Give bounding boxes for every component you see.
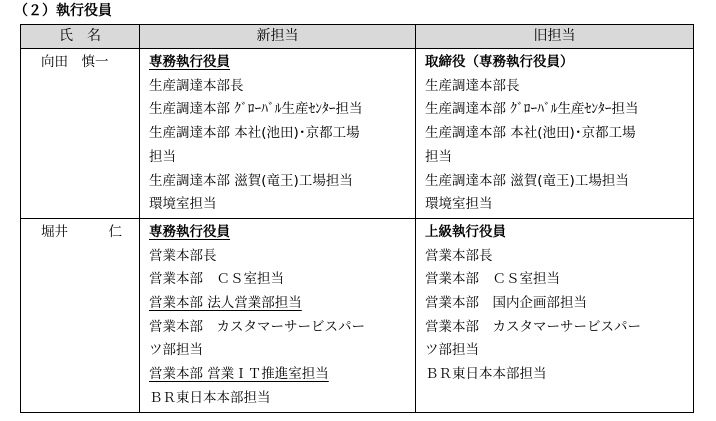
role-line: 営業本部 カスタマーサービスパー (149, 318, 365, 335)
role-line: 営業本部 ＣＳ室担当 (149, 271, 284, 288)
table-header-row (21, 25, 694, 49)
role-line: 上級執行役員 (425, 223, 506, 240)
role-line: 生産調達本部 滋賀(竜王)工場担当 (149, 172, 353, 189)
role-line: 生産調達本部 ｸﾞﾛｰﾊﾞﾙ生産ｾﾝﾀｰ担当 (425, 101, 639, 118)
role-line: 専務執行役員 (149, 223, 230, 240)
old-role-cell (416, 218, 694, 412)
role-line: 担当 (425, 148, 452, 165)
role-line: ＢＲ東日本本部担当 (149, 389, 271, 406)
role-line: 生産調達本部 本社(池田)･京都工場 (425, 125, 636, 142)
role-line: 生産調達本部 滋賀(竜王)工場担当 (425, 172, 629, 189)
role-line: 営業本部長 (425, 247, 493, 264)
executive-officers-table (20, 24, 694, 413)
role-line: 営業本部長 (149, 247, 217, 264)
officer-name: 向田 慎一 (21, 49, 140, 219)
role-line: ツ部担当 (425, 342, 479, 359)
new-role-cell (140, 218, 416, 412)
role-line: 生産調達本部長 (425, 77, 520, 94)
role-line: 取締役（専務執行役員） (425, 54, 574, 70)
old-role-cell (416, 49, 694, 219)
role-line: 営業本部 営業ＩＴ推進室担当 (149, 366, 329, 383)
table-row (21, 218, 694, 412)
header-old-role: 旧担当 (416, 25, 694, 49)
header-name: 氏 名 (21, 25, 140, 49)
role-line: 営業本部 カスタマーサービスパー (425, 318, 641, 335)
header-new-role: 新担当 (140, 25, 416, 49)
role-line: 担当 (149, 148, 176, 165)
role-line: 専務執行役員 (149, 54, 230, 70)
table-row (21, 49, 694, 219)
role-line: 生産調達本部長 (149, 77, 244, 94)
officer-name: 堀井 仁 (21, 218, 140, 412)
new-role-cell (140, 49, 416, 219)
role-line: ＢＲ東日本本部担当 (425, 366, 547, 383)
role-line: ツ部担当 (149, 342, 203, 359)
role-line: 環境室担当 (425, 196, 493, 213)
role-line: 生産調達本部 本社(池田)･京都工場 (149, 125, 360, 142)
role-line: 営業本部 国内企画部担当 (425, 295, 587, 312)
role-line: 環境室担当 (149, 196, 217, 213)
role-line: 営業本部 法人営業部担当 (149, 295, 302, 312)
section-heading: （２）執行役員 (14, 3, 112, 19)
role-line: 営業本部 ＣＳ室担当 (425, 271, 560, 288)
role-line: 生産調達本部 ｸﾞﾛｰﾊﾞﾙ生産ｾﾝﾀｰ担当 (149, 101, 363, 118)
